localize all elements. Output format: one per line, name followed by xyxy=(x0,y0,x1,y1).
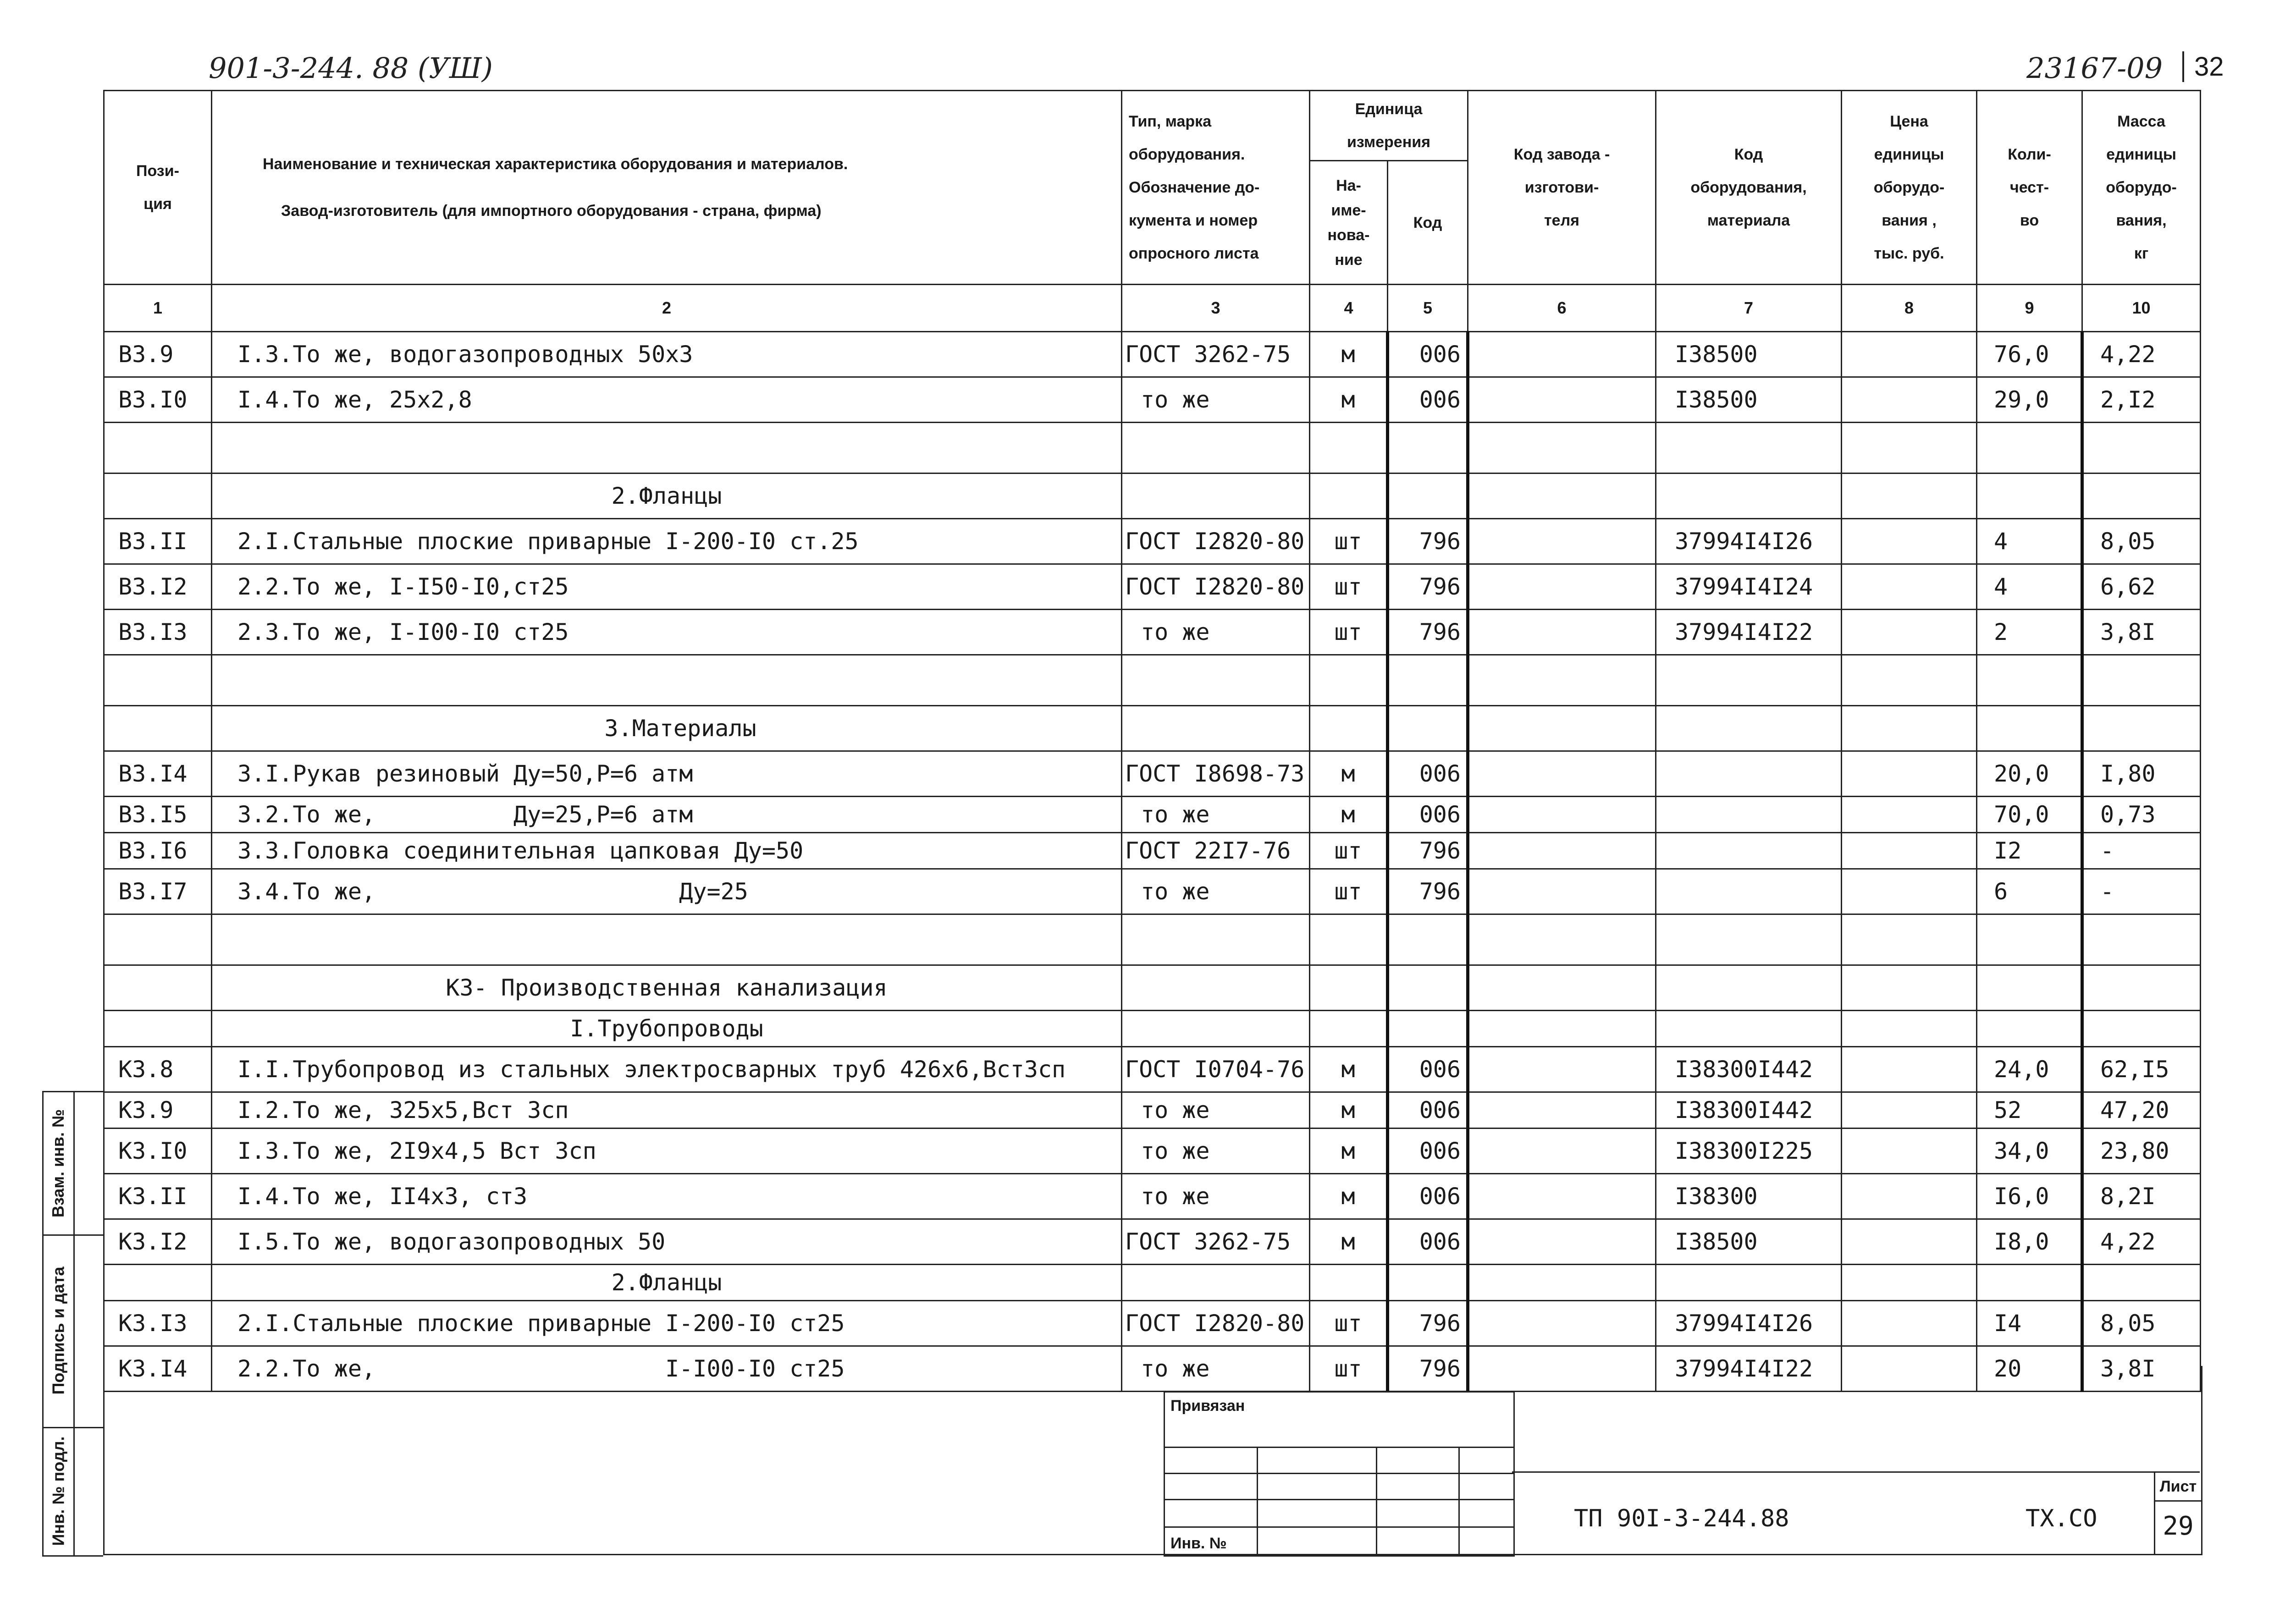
header-plant-code: Код завода - изготови- теля xyxy=(1468,91,1656,285)
table-row xyxy=(104,1129,2201,1174)
row-unit-code xyxy=(1388,914,1468,965)
row-unit-code: 006 xyxy=(1388,751,1468,797)
row-name: I.2.То же, 325х5,Вст 3сп xyxy=(212,1092,1122,1129)
row-price xyxy=(1842,914,1977,965)
row-unit-code: 006 xyxy=(1388,1219,1468,1265)
row-name: 3.Материалы xyxy=(212,706,1122,751)
row-name: 3.2.То же, Ду=25,Р=6 атм xyxy=(212,797,1122,833)
row-price xyxy=(1842,519,1977,564)
table-row xyxy=(104,1174,2201,1219)
handwritten-archive-number: 23167-09 xyxy=(2026,51,2163,85)
row-quantity xyxy=(1977,965,2082,1011)
row-unit: м xyxy=(1310,1092,1388,1129)
row-price xyxy=(1842,655,1977,706)
row-price xyxy=(1842,869,1977,914)
row-plant-code xyxy=(1468,655,1656,706)
row-plant-code xyxy=(1468,564,1656,610)
row-mass xyxy=(2082,706,2201,751)
row-name: 2.Фланцы xyxy=(212,1265,1122,1301)
row-unit-code xyxy=(1388,1265,1468,1301)
row-mass: 4,22 xyxy=(2082,1219,2201,1265)
row-quantity xyxy=(1977,706,2082,751)
header-unit-name: На- име- нова- ние xyxy=(1310,161,1388,285)
row-price xyxy=(1842,1047,1977,1092)
row-position xyxy=(104,965,212,1011)
row-mass xyxy=(2082,655,2201,706)
row-unit-code xyxy=(1388,423,1468,473)
row-plant-code xyxy=(1468,1219,1656,1265)
row-position: К3.II xyxy=(104,1174,212,1219)
row-unit-code: 796 xyxy=(1388,833,1468,869)
row-plant-code xyxy=(1468,377,1656,423)
row-type: то же xyxy=(1122,1174,1310,1219)
row-plant-code xyxy=(1468,797,1656,833)
row-type: ГОСТ 3262-75 xyxy=(1122,1219,1310,1265)
table-row xyxy=(104,519,2201,564)
row-name: 2.I.Стальные плоские приварные I-200-I0 ст25 xyxy=(212,1301,1122,1346)
row-quantity: 70,0 xyxy=(1977,797,2082,833)
row-type xyxy=(1122,473,1310,519)
document-mark: ТХ.СО xyxy=(2026,1505,2097,1532)
row-type xyxy=(1122,706,1310,751)
row-equipment-code: I38500 xyxy=(1656,332,1842,377)
row-type: ГОСТ 22I7-76 xyxy=(1122,833,1310,869)
row-unit-code: 006 xyxy=(1388,377,1468,423)
row-name: 2.2.То же, I-I00-I0 ст25 xyxy=(212,1346,1122,1392)
row-plant-code xyxy=(1468,965,1656,1011)
row-equipment-code: I38300I442 xyxy=(1656,1047,1842,1092)
table-row xyxy=(104,1047,2201,1092)
row-type: ГОСТ I0704-76 xyxy=(1122,1047,1310,1092)
row-price xyxy=(1842,564,1977,610)
row-mass: 0,73 xyxy=(2082,797,2201,833)
row-price xyxy=(1842,423,1977,473)
title-block xyxy=(1512,1471,2200,1555)
table-row xyxy=(104,377,2201,423)
col-number: 9 xyxy=(1977,285,2082,332)
row-plant-code xyxy=(1468,423,1656,473)
row-mass: 23,80 xyxy=(2082,1129,2201,1174)
row-unit-code: 006 xyxy=(1388,332,1468,377)
row-equipment-code: I38300I442 xyxy=(1656,1092,1842,1129)
row-position xyxy=(104,423,212,473)
row-equipment-code: I38300 xyxy=(1656,1174,1842,1219)
row-mass: 6,62 xyxy=(2082,564,2201,610)
row-quantity: I6,0 xyxy=(1977,1174,2082,1219)
specification-table xyxy=(103,90,2201,1392)
row-unit-code: 006 xyxy=(1388,1174,1468,1219)
row-equipment-code: I38300I225 xyxy=(1656,1129,1842,1174)
row-mass: 62,I5 xyxy=(2082,1047,2201,1092)
col-number: 5 xyxy=(1388,285,1468,332)
table-row xyxy=(104,751,2201,797)
row-unit xyxy=(1310,1265,1388,1301)
header-name: Наименование и техническая характеристика оборудования и материалов. Завод-изготовитель (для импортного оборудования - страна, фирма) xyxy=(212,91,1122,285)
row-name: I.Трубопроводы xyxy=(212,1011,1122,1047)
row-type xyxy=(1122,1011,1310,1047)
table-row xyxy=(104,797,2201,833)
row-plant-code xyxy=(1468,332,1656,377)
row-name: I.3.То же, водогазопроводных 50х3 xyxy=(212,332,1122,377)
row-position: К3.I2 xyxy=(104,1219,212,1265)
row-quantity: 2 xyxy=(1977,610,2082,655)
row-unit xyxy=(1310,706,1388,751)
table-row xyxy=(104,473,2201,519)
header-price: Цена единицы оборудо- вания , тыс. руб. xyxy=(1842,91,1977,285)
row-unit-code xyxy=(1388,965,1468,1011)
table-row xyxy=(104,1265,2201,1301)
table-row xyxy=(104,833,2201,869)
row-plant-code xyxy=(1468,519,1656,564)
table-row xyxy=(104,965,2201,1011)
row-unit xyxy=(1310,965,1388,1011)
row-quantity: I8,0 xyxy=(1977,1219,2082,1265)
row-quantity xyxy=(1977,423,2082,473)
row-name: 3.3.Головка соединительная цапковая Ду=50 xyxy=(212,833,1122,869)
table-row xyxy=(104,869,2201,914)
row-equipment-code xyxy=(1656,473,1842,519)
row-quantity: 4 xyxy=(1977,519,2082,564)
table-row xyxy=(104,706,2201,751)
row-unit xyxy=(1310,655,1388,706)
row-quantity: 20,0 xyxy=(1977,751,2082,797)
row-type: то же xyxy=(1122,869,1310,914)
row-unit: шт xyxy=(1310,1301,1388,1346)
margin-vzam-label: Взам. инв. № xyxy=(49,1109,68,1218)
row-unit-code xyxy=(1388,706,1468,751)
row-equipment-code: 37994I4I22 xyxy=(1656,1346,1842,1392)
row-price xyxy=(1842,1174,1977,1219)
row-equipment-code: 37994I4I24 xyxy=(1656,564,1842,610)
row-unit-code: 796 xyxy=(1388,869,1468,914)
row-name: 2.2.То же, I-I50-I0,ст25 xyxy=(212,564,1122,610)
row-mass: 8,05 xyxy=(2082,1301,2201,1346)
row-mass: I,80 xyxy=(2082,751,2201,797)
header-position: Пози- ция xyxy=(104,91,212,285)
sheet-label: Лист xyxy=(2155,1473,2201,1502)
row-name: 2.Фланцы xyxy=(212,473,1122,519)
row-type: то же xyxy=(1122,1092,1310,1129)
row-mass: 2,I2 xyxy=(2082,377,2201,423)
row-unit-code: 796 xyxy=(1388,1346,1468,1392)
row-equipment-code: I38500 xyxy=(1656,377,1842,423)
row-unit-code: 796 xyxy=(1388,1301,1468,1346)
row-quantity: 34,0 xyxy=(1977,1129,2082,1174)
row-price xyxy=(1842,1301,1977,1346)
header-unit-group: Единица измерения xyxy=(1310,91,1468,161)
row-price xyxy=(1842,1011,1977,1047)
row-type: ГОСТ I8698-73 xyxy=(1122,751,1310,797)
row-unit xyxy=(1310,423,1388,473)
row-equipment-code xyxy=(1656,751,1842,797)
table-row xyxy=(104,914,2201,965)
row-plant-code xyxy=(1468,751,1656,797)
col-number: 7 xyxy=(1656,285,1842,332)
row-unit-code xyxy=(1388,655,1468,706)
row-unit-code: 006 xyxy=(1388,1047,1468,1092)
row-type: то же xyxy=(1122,1129,1310,1174)
row-position: В3.9 xyxy=(104,332,212,377)
row-position xyxy=(104,1265,212,1301)
row-equipment-code xyxy=(1656,797,1842,833)
row-unit-code xyxy=(1388,1011,1468,1047)
row-unit: м xyxy=(1310,797,1388,833)
row-unit: м xyxy=(1310,332,1388,377)
row-name: 3.4.То же, Ду=25 xyxy=(212,869,1122,914)
row-plant-code xyxy=(1468,1011,1656,1047)
row-plant-code xyxy=(1468,473,1656,519)
row-position xyxy=(104,706,212,751)
row-price xyxy=(1842,797,1977,833)
row-unit-code: 006 xyxy=(1388,1129,1468,1174)
row-plant-code xyxy=(1468,1301,1656,1346)
top-sheet-number: 32 xyxy=(2182,51,2224,82)
row-position: В3.I7 xyxy=(104,869,212,914)
row-position xyxy=(104,1011,212,1047)
row-position: К3.8 xyxy=(104,1047,212,1092)
row-unit xyxy=(1310,473,1388,519)
row-type: то же xyxy=(1122,610,1310,655)
row-mass xyxy=(2082,1265,2201,1301)
row-equipment-code xyxy=(1656,965,1842,1011)
row-equipment-code xyxy=(1656,1265,1842,1301)
row-type xyxy=(1122,655,1310,706)
col-number: 6 xyxy=(1468,285,1656,332)
table-row xyxy=(104,332,2201,377)
row-quantity: 4 xyxy=(1977,564,2082,610)
row-position xyxy=(104,914,212,965)
row-type: то же xyxy=(1122,1346,1310,1392)
handwritten-doc-number: 901-3-244. 88 (УШ) xyxy=(209,51,493,85)
col-number: 1 xyxy=(104,285,212,332)
row-mass: - xyxy=(2082,833,2201,869)
row-unit: шт xyxy=(1310,833,1388,869)
row-position: К3.9 xyxy=(104,1092,212,1129)
col-number: 4 xyxy=(1310,285,1388,332)
margin-stamp xyxy=(42,1091,103,1557)
row-equipment-code: 37994I4I26 xyxy=(1656,519,1842,564)
row-type xyxy=(1122,1265,1310,1301)
row-position: В3.I0 xyxy=(104,377,212,423)
row-name: I.5.То же, водогазопроводных 50 xyxy=(212,1219,1122,1265)
row-unit-code xyxy=(1388,473,1468,519)
row-type: ГОСТ I2820-80 xyxy=(1122,519,1310,564)
row-unit: шт xyxy=(1310,1346,1388,1392)
row-quantity: I4 xyxy=(1977,1301,2082,1346)
row-unit: м xyxy=(1310,377,1388,423)
row-position: К3.I3 xyxy=(104,1301,212,1346)
row-unit: м xyxy=(1310,1174,1388,1219)
header-mass: Масса единицы оборудо- вания, кг xyxy=(2082,91,2201,285)
table-row xyxy=(104,1219,2201,1265)
row-quantity: 29,0 xyxy=(1977,377,2082,423)
row-name: I.I.Трубопровод из стальных электросварных труб 426х6,Вст3сп xyxy=(212,1047,1122,1092)
row-mass: - xyxy=(2082,869,2201,914)
row-plant-code xyxy=(1468,1265,1656,1301)
row-unit xyxy=(1310,914,1388,965)
header-equipment-code: Код оборудования, материала xyxy=(1656,91,1842,285)
row-mass: 3,8I xyxy=(2082,1346,2201,1392)
row-price xyxy=(1842,332,1977,377)
row-mass xyxy=(2082,423,2201,473)
row-name: 3.I.Рукав резиновый Ду=50,Р=6 атм xyxy=(212,751,1122,797)
row-equipment-code xyxy=(1656,706,1842,751)
row-price xyxy=(1842,377,1977,423)
row-position: В3.I6 xyxy=(104,833,212,869)
row-unit: м xyxy=(1310,1219,1388,1265)
row-position: В3.I4 xyxy=(104,751,212,797)
margin-inv-no-label: Инв. № подл. xyxy=(49,1436,68,1546)
row-price xyxy=(1842,1129,1977,1174)
table-row xyxy=(104,564,2201,610)
row-plant-code xyxy=(1468,1047,1656,1092)
row-unit-code: 796 xyxy=(1388,610,1468,655)
row-unit: м xyxy=(1310,1047,1388,1092)
row-quantity: I2 xyxy=(1977,833,2082,869)
row-unit: шт xyxy=(1310,869,1388,914)
row-name: I.4.То же, II4х3, ст3 xyxy=(212,1174,1122,1219)
row-price xyxy=(1842,610,1977,655)
row-price xyxy=(1842,1092,1977,1129)
row-equipment-code: 37994I4I22 xyxy=(1656,610,1842,655)
row-type: то же xyxy=(1122,797,1310,833)
document-code: ТП 90I-3-244.88 xyxy=(1574,1505,1789,1532)
row-position: В3.II xyxy=(104,519,212,564)
row-equipment-code xyxy=(1656,914,1842,965)
row-mass: 3,8I xyxy=(2082,610,2201,655)
margin-sign-date-label: Подпись и дата xyxy=(49,1266,68,1395)
row-unit: шт xyxy=(1310,564,1388,610)
row-unit-code: 796 xyxy=(1388,519,1468,564)
row-mass xyxy=(2082,914,2201,965)
row-plant-code xyxy=(1468,1129,1656,1174)
row-position: В3.I3 xyxy=(104,610,212,655)
row-type: ГОСТ I2820-80 xyxy=(1122,564,1310,610)
row-quantity: 76,0 xyxy=(1977,332,2082,377)
row-name: I.4.То же, 25х2,8 xyxy=(212,377,1122,423)
row-quantity xyxy=(1977,1011,2082,1047)
row-mass: 8,05 xyxy=(2082,519,2201,564)
row-type xyxy=(1122,423,1310,473)
row-equipment-code: 37994I4I26 xyxy=(1656,1301,1842,1346)
col-number: 2 xyxy=(212,285,1122,332)
row-quantity xyxy=(1977,473,2082,519)
row-equipment-code xyxy=(1656,833,1842,869)
row-plant-code xyxy=(1468,833,1656,869)
table-row xyxy=(104,610,2201,655)
row-equipment-code xyxy=(1656,655,1842,706)
row-price xyxy=(1842,473,1977,519)
row-position: В3.I5 xyxy=(104,797,212,833)
row-unit: м xyxy=(1310,1129,1388,1174)
row-mass xyxy=(2082,1011,2201,1047)
header-quantity: Коли- чест- во xyxy=(1977,91,2082,285)
row-name xyxy=(212,423,1122,473)
sheet-number: 29 xyxy=(2163,1511,2194,1541)
row-mass xyxy=(2082,473,2201,519)
row-quantity: 52 xyxy=(1977,1092,2082,1129)
row-type xyxy=(1122,914,1310,965)
row-unit-code: 006 xyxy=(1388,1092,1468,1129)
row-unit-code: 796 xyxy=(1388,564,1468,610)
row-type xyxy=(1122,965,1310,1011)
row-equipment-code: I38500 xyxy=(1656,1219,1842,1265)
row-quantity xyxy=(1977,655,2082,706)
row-quantity: 6 xyxy=(1977,869,2082,914)
col-number: 8 xyxy=(1842,285,1977,332)
row-name: 2.I.Стальные плоские приварные I-200-I0 ст.25 xyxy=(212,519,1122,564)
table-row xyxy=(104,1092,2201,1129)
row-equipment-code xyxy=(1656,869,1842,914)
row-equipment-code xyxy=(1656,1011,1842,1047)
privyazan-label: Привязан xyxy=(1170,1397,1245,1415)
row-position xyxy=(104,473,212,519)
row-quantity: 20 xyxy=(1977,1346,2082,1392)
row-price xyxy=(1842,965,1977,1011)
inv-label: Инв. № xyxy=(1170,1535,1227,1552)
row-price xyxy=(1842,1219,1977,1265)
row-price xyxy=(1842,706,1977,751)
row-unit: м xyxy=(1310,751,1388,797)
sheet-box xyxy=(2154,1473,2201,1555)
row-price xyxy=(1842,1265,1977,1301)
row-mass: 47,20 xyxy=(2082,1092,2201,1129)
row-position: К3.I0 xyxy=(104,1129,212,1174)
row-plant-code xyxy=(1468,706,1656,751)
row-quantity: 24,0 xyxy=(1977,1047,2082,1092)
row-price xyxy=(1842,833,1977,869)
table-row xyxy=(104,1301,2201,1346)
row-unit xyxy=(1310,1011,1388,1047)
row-plant-code xyxy=(1468,869,1656,914)
row-mass: 8,2I xyxy=(2082,1174,2201,1219)
row-position xyxy=(104,655,212,706)
row-name: I.3.То же, 2I9х4,5 Вст 3сп xyxy=(212,1129,1122,1174)
row-mass xyxy=(2082,965,2201,1011)
row-unit: шт xyxy=(1310,610,1388,655)
table-row xyxy=(104,655,2201,706)
privyazan-stamp xyxy=(1164,1391,1515,1557)
row-equipment-code xyxy=(1656,423,1842,473)
header-type: Тип, марка оборудования. Обозначение до- кумента и номер опросного листа xyxy=(1122,91,1310,285)
row-price xyxy=(1842,751,1977,797)
table-row xyxy=(104,1011,2201,1047)
row-plant-code xyxy=(1468,1092,1656,1129)
row-quantity xyxy=(1977,914,2082,965)
table-row xyxy=(104,423,2201,473)
row-name: 2.3.То же, I-I00-I0 ст25 xyxy=(212,610,1122,655)
row-name xyxy=(212,914,1122,965)
row-type: ГОСТ I2820-80 xyxy=(1122,1301,1310,1346)
row-mass: 4,22 xyxy=(2082,332,2201,377)
col-number: 10 xyxy=(2082,285,2201,332)
row-type: ГОСТ 3262-75 xyxy=(1122,332,1310,377)
header-unit-code: Код xyxy=(1388,161,1468,285)
row-plant-code xyxy=(1468,610,1656,655)
row-name: К3- Производственная канализация xyxy=(212,965,1122,1011)
row-name xyxy=(212,655,1122,706)
row-unit: шт xyxy=(1310,519,1388,564)
row-unit-code: 006 xyxy=(1388,797,1468,833)
row-type: то же xyxy=(1122,377,1310,423)
row-position: К3.I4 xyxy=(104,1346,212,1392)
row-plant-code xyxy=(1468,914,1656,965)
col-number: 3 xyxy=(1122,285,1310,332)
row-plant-code xyxy=(1468,1174,1656,1219)
row-position: В3.I2 xyxy=(104,564,212,610)
row-quantity xyxy=(1977,1265,2082,1301)
